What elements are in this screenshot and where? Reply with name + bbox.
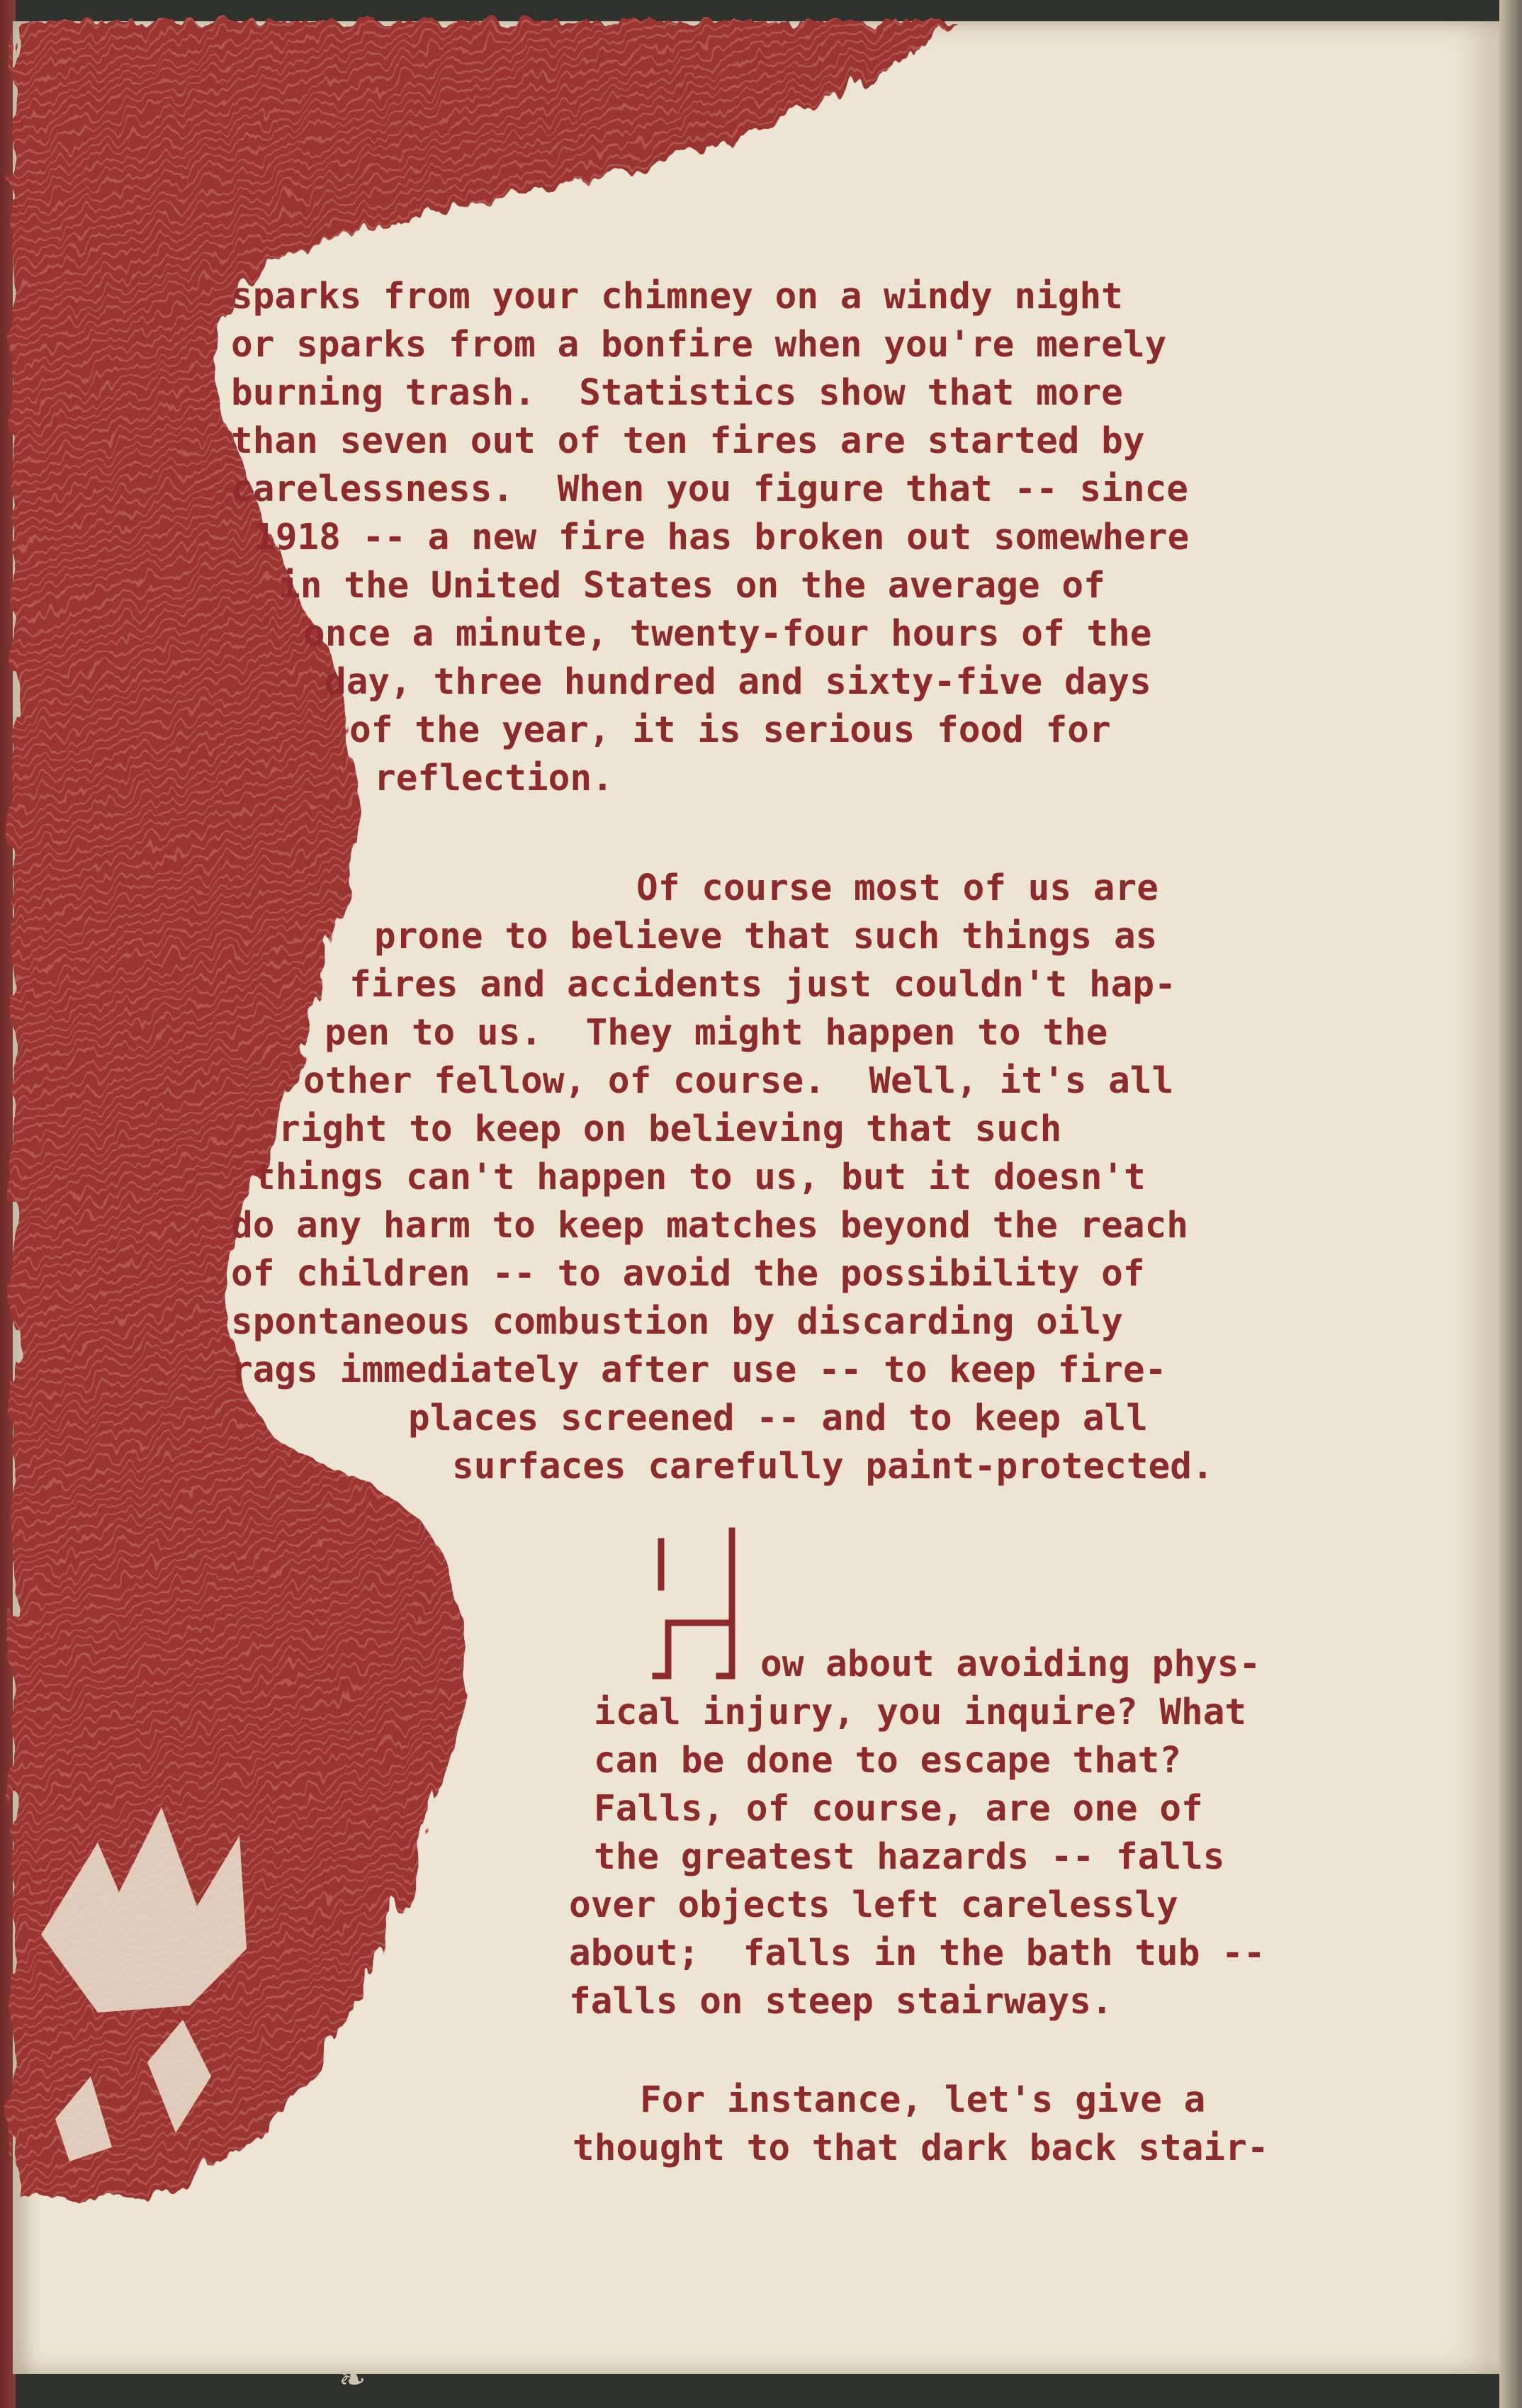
text-line: than seven out of ten fires are started by [231, 420, 1145, 462]
text-line: things can't happen to us, but it doesn't [254, 1157, 1146, 1198]
text-line: reflection. [374, 758, 614, 799]
text-line: falls on steep stairways. [569, 1981, 1113, 2022]
text-line: once a minute, twenty-four hours of the [303, 613, 1152, 655]
text-line: fires and accidents just couldn't hap- [349, 964, 1176, 1006]
text-line: carelessness. When you figure that -- since [231, 468, 1189, 510]
text-line: right to keep on believing that such [278, 1108, 1062, 1150]
text-line: rags immediately after use -- to keep fire- [231, 1349, 1167, 1391]
text-line: Falls, of course, are one of [594, 1788, 1203, 1830]
drop-cap [654, 1531, 760, 1680]
text-line: For instance, let's give a [640, 2079, 1206, 2121]
text-line: in the United States on the average of [278, 565, 1105, 607]
text-line: do any harm to keep matches beyond the reach [231, 1205, 1189, 1247]
text-line: of children -- to avoid the possibility of [231, 1253, 1145, 1295]
text-line: burning trash. Statistics show that more [231, 372, 1123, 414]
text-line: over objects left carelessly [569, 1884, 1178, 1926]
text-line: the greatest hazards -- falls [594, 1836, 1225, 1878]
text-line: prone to believe that such things as [374, 916, 1158, 957]
text-line: can be done to escape that? [594, 1740, 1182, 1782]
text-line: thought to that dark back stair- [573, 2127, 1269, 2169]
text-line: ical injury, you inquire? What [594, 1692, 1247, 1733]
text-line: 1918 -- a new fire has broken out somewhere [254, 517, 1190, 558]
text-line: places screened -- and to keep all [408, 1397, 1148, 1439]
text-line: or sparks from a bonfire when you're merely [231, 324, 1167, 366]
text-line: of the year, it is serious food for [349, 709, 1111, 751]
text-line: about; falls in the bath tub -- [569, 1932, 1265, 1974]
text-line: day, three hundred and sixty-five days [325, 661, 1151, 703]
text-line: pen to us. They might happen to the [325, 1012, 1108, 1054]
text-line: sparks from your chimney on a windy night [231, 276, 1123, 317]
text-line: other fellow, of course. Well, it's all [303, 1060, 1174, 1102]
text-line: surfaces carefully paint-protected. [452, 1446, 1214, 1487]
text-line: Of course most of us are [636, 867, 1159, 909]
page-edge [1499, 0, 1522, 2408]
text-line: spontaneous combustion by discarding oily [231, 1301, 1123, 1343]
book-page [13, 21, 1499, 2398]
text-line: ow about avoiding phys- [760, 1643, 1261, 1685]
pencil-mark-icon: ❧ [339, 2360, 366, 2398]
